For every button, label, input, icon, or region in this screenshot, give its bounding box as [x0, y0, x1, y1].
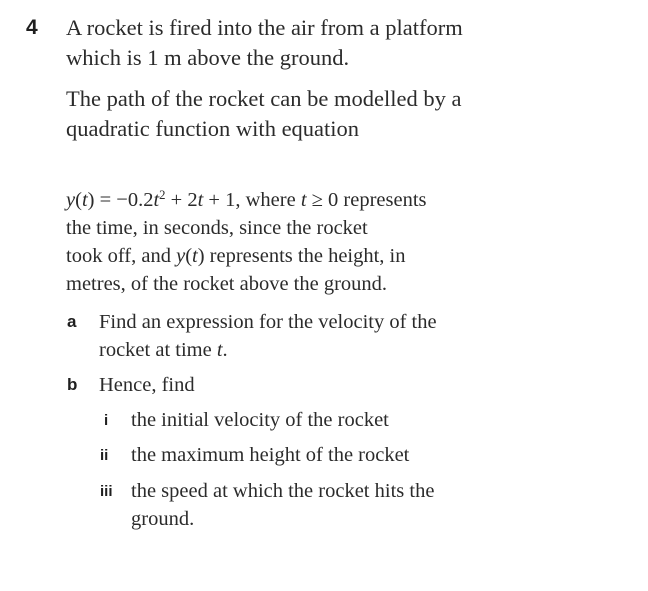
desc-line-2-tail: ) represents the height, in: [197, 245, 406, 267]
desc-line-2-text: took off, and: [66, 245, 177, 267]
part-a-line-2: [99, 336, 228, 364]
part-a-line-2-text: rocket at time: [99, 339, 217, 361]
part-a-label: a: [67, 312, 77, 331]
equation-tail: + 1, where: [203, 189, 301, 211]
part-a-line-1: Find an expression for the velocity of the: [99, 311, 437, 333]
sub-item-iii-line-1: the speed at which the rocket hits the: [131, 480, 435, 502]
part-b-label: b: [67, 375, 78, 394]
model-line-1: The path of the rocket can be modelled by a: [66, 86, 462, 111]
desc-line-3: metres, of the rocket above the ground.: [66, 273, 388, 295]
sub-item-i-label: i: [104, 412, 109, 429]
equation-mid: ) = −0.2: [87, 189, 154, 211]
equation-t: t: [153, 189, 160, 211]
intro-line-1: A rocket is fired into the air from a platform: [66, 15, 463, 40]
condition-var: t: [300, 189, 307, 211]
equation-rest: + 2: [165, 189, 198, 211]
equation-var: t: [81, 189, 88, 211]
model-line-2: quadratic function with equation: [66, 116, 360, 141]
sub-item-ii-text: the maximum height of the rocket: [131, 444, 410, 466]
part-b-text: Hence, find: [99, 374, 195, 396]
part-a-line-2-end: .: [222, 339, 228, 361]
part-a-var: t: [216, 339, 223, 361]
sub-item-iii-label: iii: [100, 483, 113, 500]
equation-t2: t: [197, 189, 204, 211]
question-number: 4: [26, 16, 38, 39]
condition-rest: ≥ 0 represents: [306, 189, 427, 211]
sub-item-ii-label: ii: [100, 447, 109, 464]
desc-var: t: [192, 245, 198, 267]
sub-item-i-text: the initial velocity of the rocket: [131, 409, 389, 431]
intro-line-2: which is 1 m above the ground.: [66, 45, 350, 70]
equation-line: $y(t) = -0.2t^2 + 2t + 1$, where t ≥ 0 represents: [66, 188, 427, 211]
desc-line-2: took off, and y(t) represents the height, in: [66, 245, 406, 267]
equation-exponent: 2: [159, 188, 166, 203]
sub-item-iii-line-2: ground.: [131, 508, 195, 530]
equation-func: y: [66, 189, 76, 211]
desc-func: y: [176, 245, 186, 267]
desc-line-1: the time, in seconds, since the rocket: [66, 217, 368, 239]
